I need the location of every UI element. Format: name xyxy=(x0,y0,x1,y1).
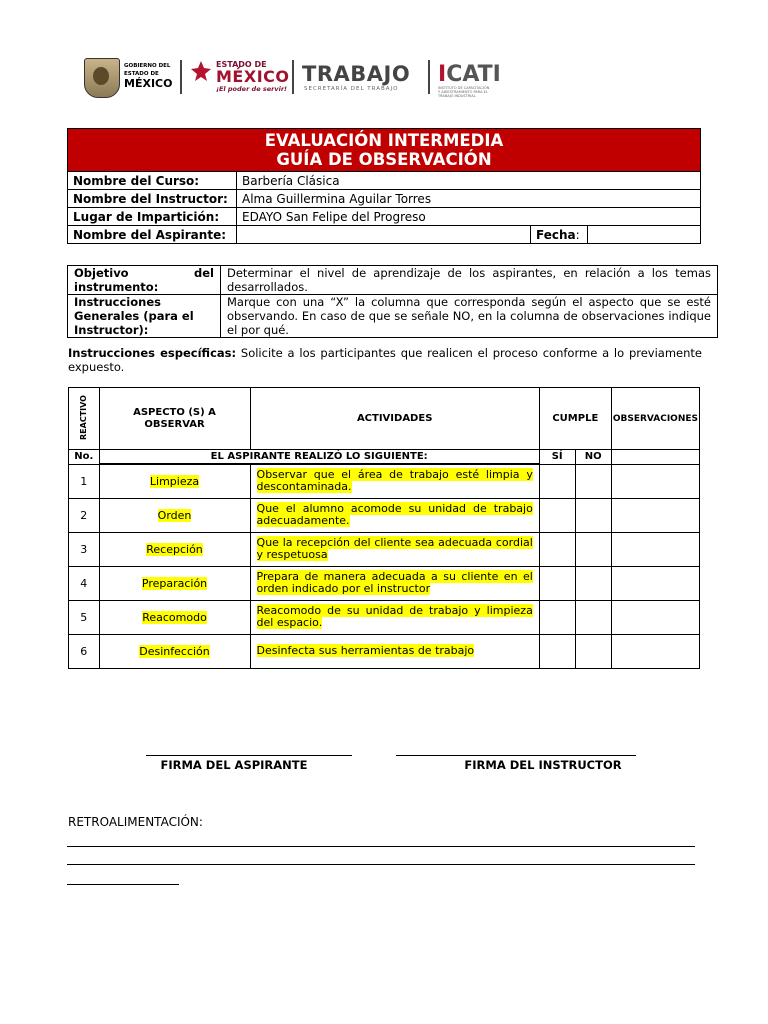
row-number: 3 xyxy=(69,532,100,566)
row-number: 6 xyxy=(69,634,100,668)
objetivo-label-a: Objetivo xyxy=(74,266,129,280)
trabajo-subtitle: SECRETARÍA DEL TRABAJO xyxy=(304,86,399,92)
observaciones-subheader xyxy=(611,450,699,465)
actividad-cell xyxy=(250,532,539,566)
no-checkbox-cell[interactable] xyxy=(575,498,611,532)
state-coat-of-arms-icon xyxy=(84,58,120,98)
row-number: 5 xyxy=(69,600,100,634)
reactivo-header-text: REACTIVO xyxy=(79,394,89,440)
si-checkbox-cell[interactable] xyxy=(539,532,575,566)
instructor-value[interactable]: Alma Guillermina Aguilar Torres xyxy=(237,190,701,208)
gob-line3: MÉXICO xyxy=(124,77,173,90)
aspirante-label: Nombre del Aspirante: xyxy=(68,226,237,244)
aspecto-cell xyxy=(99,566,250,600)
row-number: 2 xyxy=(69,498,100,532)
title-line2: GUÍA DE OBSERVACIÓN xyxy=(276,150,492,169)
table-row xyxy=(69,600,700,634)
objetivo-label-c: instrumento: xyxy=(74,280,159,294)
table-row xyxy=(69,498,700,532)
aspecto-cell xyxy=(99,464,250,498)
observaciones-cell[interactable] xyxy=(611,464,699,498)
aspecto-text: Orden xyxy=(157,508,192,522)
gobierno-logo-text xyxy=(124,62,180,90)
gob-line2: ESTADO DE xyxy=(124,71,159,77)
objetivo-label-row xyxy=(74,266,214,280)
si-checkbox-cell[interactable] xyxy=(539,498,575,532)
instrucciones-text: Marque con una “X” la columna que corresponda según el aspecto que se esté observando. En caso de que se señale NO, en la columna de observaciones indique el por qué. xyxy=(221,295,718,338)
title-line1: EVALUACIÓN INTERMEDIA xyxy=(264,131,504,150)
no-checkbox-cell[interactable] xyxy=(575,566,611,600)
aspirante-field[interactable] xyxy=(237,226,531,244)
course-info-table xyxy=(67,128,701,244)
aspecto-text: Recepción xyxy=(146,542,203,556)
logo-divider xyxy=(292,60,294,94)
si-checkbox-cell[interactable] xyxy=(539,566,575,600)
actividad-cell xyxy=(250,634,539,668)
retro-line-2[interactable] xyxy=(67,864,695,865)
header-logos xyxy=(84,56,504,102)
actividad-text: Que el alumno acomode su unidad de trabajo adecuadamente. xyxy=(256,502,533,527)
especificas-text: Solicite a los participantes que realicen el proceso conforme a lo previamente expuesto. xyxy=(68,346,702,374)
fecha-colon: : xyxy=(575,227,580,242)
table-row xyxy=(69,532,700,566)
no-checkbox-cell[interactable] xyxy=(575,634,611,668)
lugar-label: Lugar de Impartición: xyxy=(68,208,237,226)
row-number: 1 xyxy=(69,464,100,498)
aspecto-header: ASPECTO (S) A OBSERVAR xyxy=(99,388,250,450)
fecha-field[interactable] xyxy=(588,226,701,244)
objetivo-text: Determinar el nivel de aprendizaje de los aspirantes, en relación a los temas desarrollados. xyxy=(221,266,718,295)
aspecto-text: Limpieza xyxy=(149,474,200,488)
actividad-cell xyxy=(250,566,539,600)
icati-logo xyxy=(438,62,501,87)
table-row xyxy=(69,566,700,600)
cumple-header: CUMPLE xyxy=(539,388,611,450)
aspecto-text: Preparación xyxy=(141,576,208,590)
retro-line-1[interactable] xyxy=(67,846,695,847)
actividad-text: Desinfecta sus herramientas de trabajo xyxy=(256,644,475,657)
fecha-label-text: Fecha xyxy=(536,227,576,242)
document-title xyxy=(68,129,701,172)
objetivo-label-b: del xyxy=(194,266,214,280)
reactivo-header xyxy=(69,388,100,450)
instructor-label: Nombre del Instructor: xyxy=(68,190,237,208)
aspecto-cell xyxy=(99,600,250,634)
aspecto-cell xyxy=(99,498,250,532)
edomex-logo-text xyxy=(216,60,296,94)
edomex-tagline: ¡El poder de servir! xyxy=(216,85,287,93)
edomex-line1: ESTADO DE xyxy=(216,60,267,69)
edomex-star-icon xyxy=(190,60,212,82)
firma-aspirante-label: FIRMA DEL ASPIRANTE xyxy=(160,758,308,772)
observaciones-cell[interactable] xyxy=(611,566,699,600)
retroalimentacion-label: RETROALIMENTACIÓN: xyxy=(68,815,203,829)
especificas-label: Instrucciones específicas: xyxy=(68,346,237,360)
observaciones-header: OBSERVACIONES xyxy=(611,388,699,450)
curso-value[interactable]: Barbería Clásica xyxy=(237,172,701,190)
trabajo-logo: TRABAJO xyxy=(302,62,411,86)
observaciones-cell[interactable] xyxy=(611,600,699,634)
table-row xyxy=(69,634,700,668)
retro-line-3[interactable] xyxy=(67,884,179,885)
aspecto-cell xyxy=(99,532,250,566)
aspecto-text: Reacomodo xyxy=(142,610,207,624)
icati-logo-rest: CATI xyxy=(446,62,501,87)
observaciones-cell[interactable] xyxy=(611,498,699,532)
icati-logo-i: I xyxy=(438,62,447,87)
fecha-label xyxy=(531,226,588,244)
logo-divider xyxy=(180,60,182,94)
no-checkbox-cell[interactable] xyxy=(575,532,611,566)
aspecto-cell xyxy=(99,634,250,668)
objective-table xyxy=(67,265,718,338)
instrucciones-label: Instrucciones Generales (para el Instructor): xyxy=(68,295,221,338)
actividad-text: Que la recepción del cliente sea adecuada cordial y respetuosa xyxy=(256,536,533,561)
actividad-text: Observar que el área de trabajo esté limpia y descontaminada. xyxy=(256,468,533,494)
instrucciones-especificas xyxy=(68,346,702,374)
observaciones-cell[interactable] xyxy=(611,634,699,668)
firma-instructor-label: FIRMA DEL INSTRUCTOR xyxy=(464,758,622,772)
realizo-header: EL ASPIRANTE REALIZÓ LO SIGUIENTE: xyxy=(99,450,539,465)
actividad-cell xyxy=(250,498,539,532)
aspirante-signature-line[interactable] xyxy=(146,755,352,756)
row-number: 4 xyxy=(69,566,100,600)
no-col-header: NO xyxy=(575,450,611,465)
table-row xyxy=(69,464,700,498)
si-checkbox-cell[interactable] xyxy=(539,464,575,498)
evaluation-table xyxy=(68,387,700,669)
objetivo-label xyxy=(68,266,221,295)
actividades-header: ACTIVIDADES xyxy=(250,388,539,450)
actividad-text: Reacomodo de su unidad de trabajo y limpieza del espacio. xyxy=(256,604,533,629)
no-checkbox-cell[interactable] xyxy=(575,464,611,498)
lugar-value[interactable]: EDAYO San Felipe del Progreso xyxy=(237,208,701,226)
edomex-line2: MÉXICO xyxy=(216,67,290,86)
gob-line1: GOBIERNO DEL xyxy=(124,63,171,69)
icati-subtitle: INSTITUTO DE CAPACITACIÓN Y ADIESTRAMIENTO PARA EL TRABAJO INDUSTRIAL xyxy=(438,86,490,98)
no-checkbox-cell[interactable] xyxy=(575,600,611,634)
no-header: No. xyxy=(69,450,100,465)
aspecto-text: Desinfección xyxy=(139,644,210,658)
actividad-cell xyxy=(250,600,539,634)
actividad-text: Prepara de manera adecuada a su cliente en el orden indicado por el instructor xyxy=(256,570,533,595)
curso-label: Nombre del Curso: xyxy=(68,172,237,190)
instructor-signature-line[interactable] xyxy=(396,755,636,756)
observaciones-cell[interactable] xyxy=(611,532,699,566)
logo-divider xyxy=(428,60,430,94)
actividad-cell xyxy=(250,464,539,498)
si-checkbox-cell[interactable] xyxy=(539,600,575,634)
si-checkbox-cell[interactable] xyxy=(539,634,575,668)
si-header: SÍ xyxy=(539,450,575,465)
